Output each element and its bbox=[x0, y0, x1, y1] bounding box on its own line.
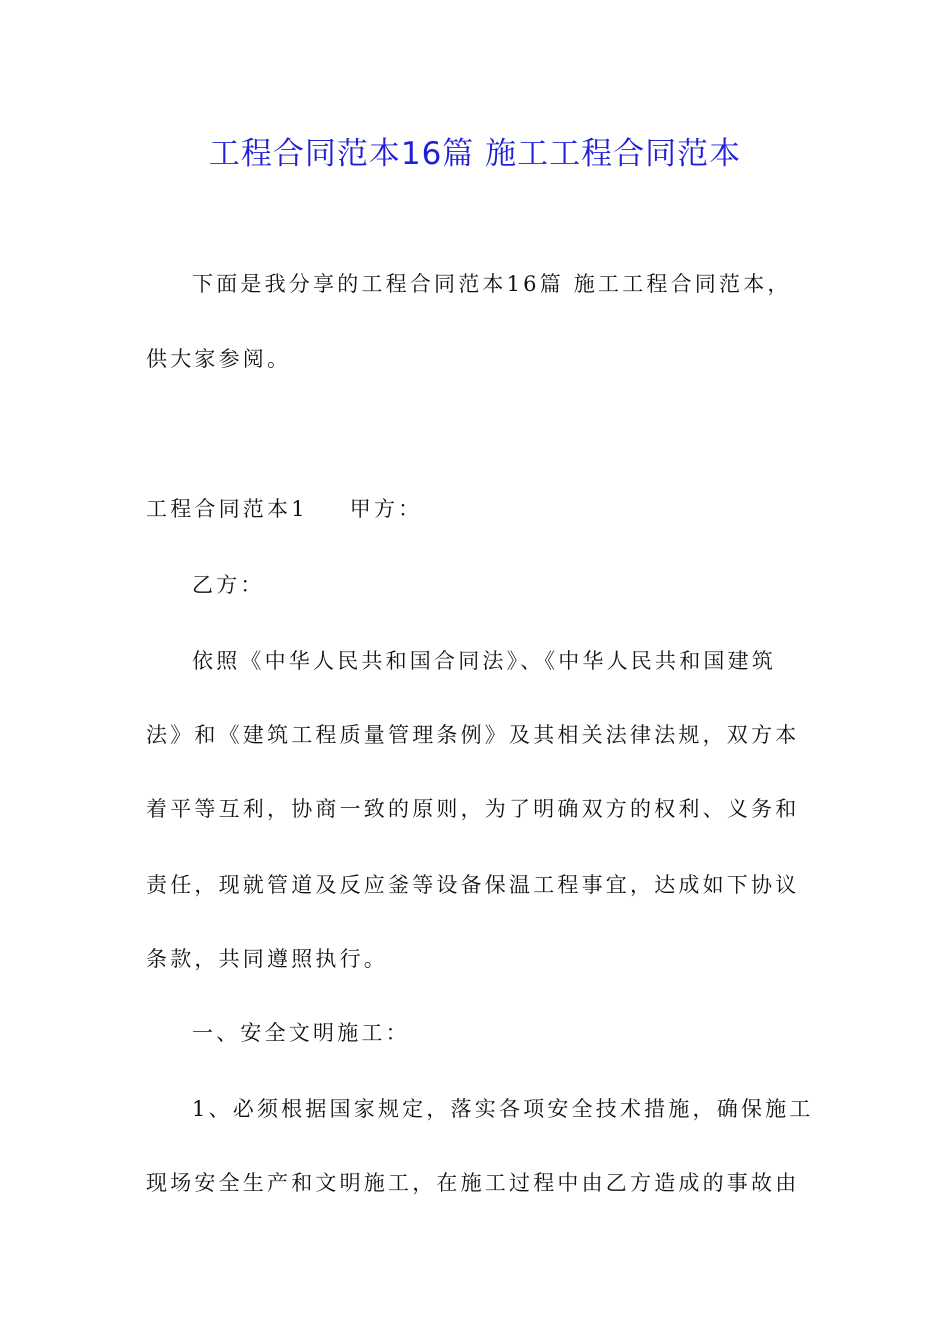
party-b-label: 乙方： bbox=[192, 573, 265, 597]
paragraph-line: 1、必须根据国家规定，落实各项安全技术措施，确保施工 bbox=[192, 1097, 814, 1121]
paragraph-line: 依照《中华人民共和国合同法》、《中华人民共和国建筑 bbox=[192, 649, 776, 673]
paragraph-line: 法》和《建筑工程质量管理条例》及其相关法律法规，双方本 bbox=[146, 723, 800, 747]
document-title: 工程合同范本16篇 施工工程合同范本 bbox=[208, 136, 742, 172]
section-heading: 工程合同范本1 bbox=[146, 497, 308, 521]
paragraph-line: 着平等互利，协商一致的原则，为了明确双方的权利、义务和 bbox=[146, 797, 800, 821]
subsection-heading: 一、安全文明施工： bbox=[192, 1021, 410, 1045]
paragraph-line: 条款，共同遵照执行。 bbox=[146, 947, 388, 971]
paragraph-line: 供大家参阅。 bbox=[146, 347, 292, 371]
paragraph-line: 责任，现就管道及反应釜等设备保温工程事宜，达成如下协议 bbox=[146, 873, 800, 897]
party-a-label: 甲方： bbox=[349, 497, 423, 521]
paragraph-line: 现场安全生产和文明施工，在施工过程中由乙方造成的事故由 bbox=[146, 1171, 800, 1195]
paragraph-line: 下面是我分享的工程合同范本16篇 施工工程合同范本， bbox=[192, 272, 792, 296]
section-heading-line bbox=[146, 489, 422, 529]
